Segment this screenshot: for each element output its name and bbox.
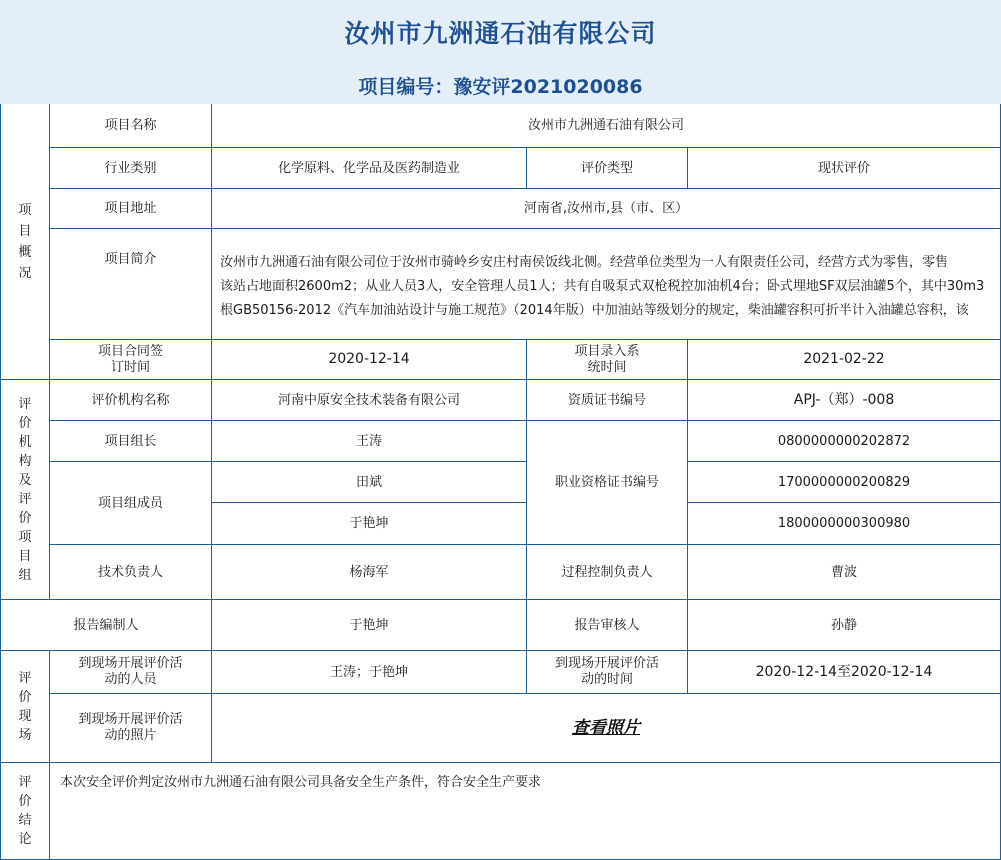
- entry-date-label: 项目录入系统时间: [527, 340, 688, 380]
- page-header: [0, 0, 1001, 105]
- site-people-value: 王涛；于艳坤: [212, 651, 527, 694]
- site-photos-cell: [212, 694, 1001, 763]
- conclusion-section-label: 评价结论: [0, 763, 50, 860]
- intro-label: 项目简介: [50, 229, 212, 340]
- cert-number-label: 资质证书编号: [527, 380, 688, 421]
- report-author-label: 报告编制人: [0, 600, 212, 651]
- org-name-label: 评价机构名称: [50, 380, 212, 421]
- agency-section-label: 评价机构及评价项目组: [0, 380, 50, 600]
- contract-date-value: 2020-12-14: [212, 340, 527, 380]
- process-lead-value: 曹波: [688, 545, 1001, 600]
- eval-type-label: 评价类型: [527, 148, 688, 189]
- intro-line: 汝州市九洲通石油有限公司位于汝州市骑岭乡安庄村南侯饭线北侧。经营单位类型为一人有限责任公司，经营方式为零售，零售: [220, 255, 949, 270]
- industry-value: 化学原料、化学品及医药制造业: [212, 148, 527, 189]
- report-author-value: 于艳坤: [212, 600, 527, 651]
- site-photos-label: 到现场开展评价活动的照片: [50, 694, 212, 763]
- overview-section-label: 项目概况: [0, 104, 50, 380]
- intro-line: 根GB50156-2012《汽车加油站设计与施工规范》（2014年版）中加油站等级划分的规定，柴油罐容积可折半计入油罐总容积，该: [220, 303, 969, 318]
- project-number: 项目编号：豫安评2021020086: [358, 76, 643, 98]
- member-value: 田斌: [212, 462, 527, 503]
- tech-lead-value: 杨海军: [212, 545, 527, 600]
- intro-line: 该站占地面积2600m2；从业人员3人，安全管理人员1人；共有自吸泵式双枪税控加油机4台；卧式埋地SF双层油罐5个，其中30m3: [220, 279, 985, 294]
- conclusion-text: 本次安全评价判定汝州市九洲通石油有限公司具备安全生产条件，符合安全生产要求: [50, 763, 1001, 860]
- leader-value: 王涛: [212, 421, 527, 462]
- site-section-label: 评价现场: [0, 651, 50, 763]
- site-people-label: 到现场开展评价活动的人员: [50, 651, 212, 694]
- contract-date-label: 项目合同签订时间: [50, 340, 212, 380]
- address-value: 河南省,汝州市,县（市、区）: [212, 189, 1001, 229]
- qual-cert-value: 0800000000202872: [688, 421, 1001, 462]
- report-reviewer-value: 孙静: [688, 600, 1001, 651]
- company-title: 汝州市九洲通石油有限公司: [344, 19, 657, 48]
- qual-cert-value: 1700000000200829: [688, 462, 1001, 503]
- tech-lead-label: 技术负责人: [50, 545, 212, 600]
- cert-number-value: APJ-（郑）-008: [688, 380, 1001, 421]
- address-label: 项目地址: [50, 189, 212, 229]
- project-name-label: 项目名称: [50, 104, 212, 148]
- member-value: 于艳坤: [212, 503, 527, 545]
- process-lead-label: 过程控制负责人: [527, 545, 688, 600]
- view-photos-link[interactable]: 查看照片: [572, 717, 640, 738]
- site-time-label: 到现场开展评价活动的时间: [527, 651, 688, 694]
- members-label: 项目组成员: [50, 462, 212, 545]
- entry-date-value: 2021-02-22: [688, 340, 1001, 380]
- project-name-value: 汝州市九洲通石油有限公司: [212, 104, 1001, 148]
- intro-text: [212, 229, 1001, 340]
- leader-label: 项目组长: [50, 421, 212, 462]
- report-reviewer-label: 报告审核人: [527, 600, 688, 651]
- org-name-value: 河南中原安全技术装备有限公司: [212, 380, 527, 421]
- qual-cert-value: 1800000000300980: [688, 503, 1001, 545]
- qual-cert-label: 职业资格证书编号: [527, 421, 688, 545]
- eval-type-value: 现状评价: [688, 148, 1001, 189]
- site-time-value: 2020-12-14至2020-12-14: [688, 651, 1001, 694]
- industry-label: 行业类别: [50, 148, 212, 189]
